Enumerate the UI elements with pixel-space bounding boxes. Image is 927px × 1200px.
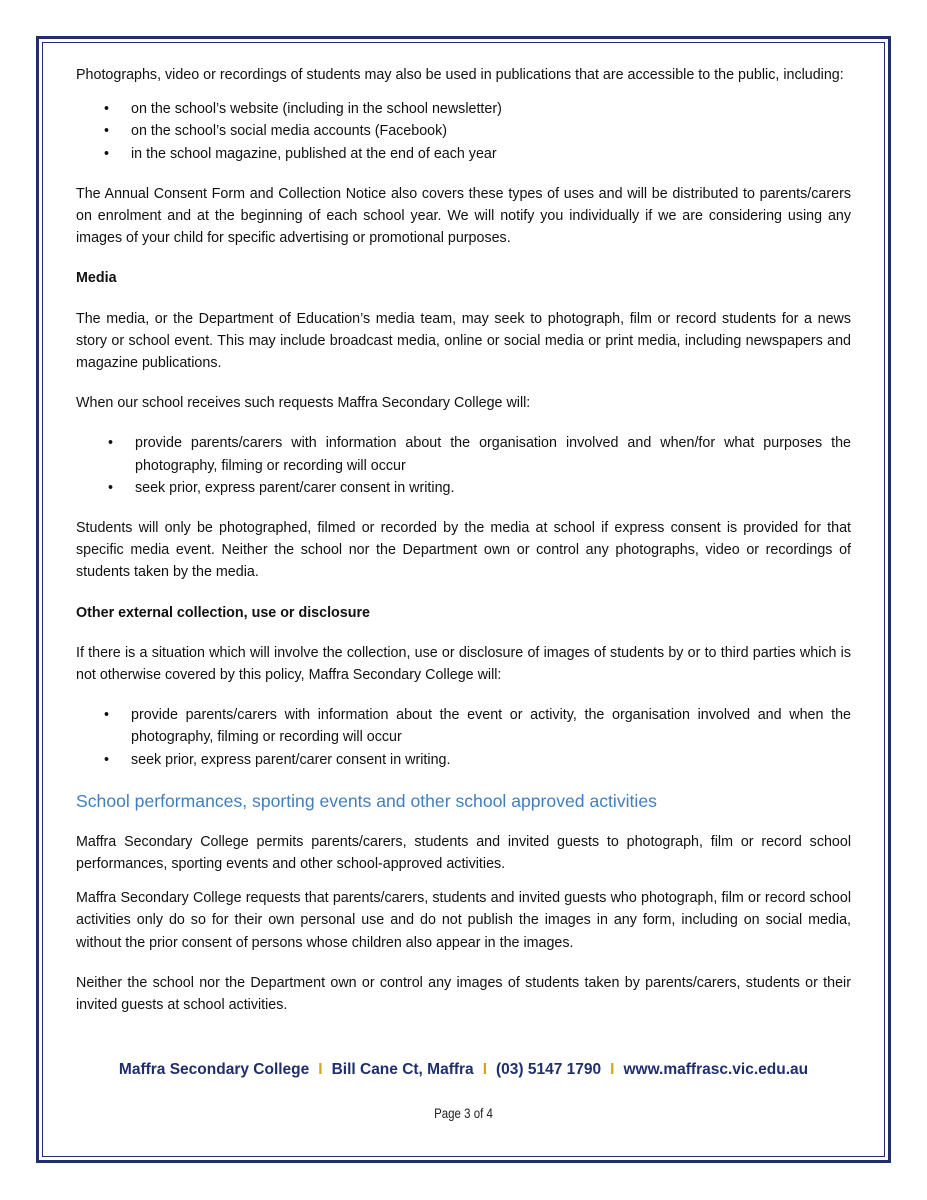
bullet-icon: • (104, 145, 110, 162)
media-consent-paragraph: Students will only be photographed, filmed or recorded by the media at school if express consent is provided for that specific media event. Neither the school nor the Department own or control any photographs, video or recordings of students taken by the media. (76, 520, 851, 581)
footer-contact (0, 1061, 927, 1079)
external-paragraph: If there is a situation which will involve the collection, use or disclosure of images of students by or to third parties which is not otherwise covered by this policy, Maffra Secondary College will: (76, 644, 851, 684)
media-paragraph: The media, or the Department of Education’s media team, may seek to photograph, film or record students for a news story or school event. This may include broadcast media, online or social media or print media, including newspapers and magazine publications. (76, 310, 851, 372)
list-item: • on the school’s website (including in the school newsletter) (76, 98, 851, 120)
footer-separator: I (610, 1061, 615, 1078)
bullet-icon: • (108, 435, 114, 452)
footer-separator: I (482, 1061, 487, 1078)
page-number: Page 3 of 4 (434, 1105, 493, 1121)
media-list (76, 432, 851, 499)
list-item: • seek prior, express parent/carer consent in writing. (76, 477, 851, 499)
list-item: • seek prior, express parent/carer consent in writing. (76, 749, 851, 771)
intro-paragraph: Photographs, video or recordings of students may also be used in publications that are accessible to the public, including: (76, 67, 844, 83)
list-item: • provide parents/carers with information about the organisation involved and when/for what purposes the photography, filming or recording will occur (76, 432, 851, 476)
list-item: • in the school magazine, published at the end of each year (76, 143, 851, 165)
footer-school-name: Maffra Secondary College (118, 1061, 310, 1078)
bullet-icon: • (104, 751, 110, 768)
performances-paragraph-3: Neither the school nor the Department own or control any images of students taken by parents/carers, students or their invited guests at school activities. (76, 974, 851, 1014)
footer-phone: (03) 5147 1790 (496, 1061, 602, 1078)
footer-address: Bill Cane Ct, Maffra (331, 1061, 474, 1078)
footer-website: www.maffrasc.vic.edu.au (623, 1061, 809, 1078)
document-body (76, 64, 851, 1016)
performances-paragraph-2: Maffra Secondary College requests that parents/carers, students and invited guests who photograph, film or record school activities only do so for their own personal use and do not publish the images in any form, including on social media, without the prior consent of persons whose children also appear in the images. (76, 890, 851, 951)
bullet-icon: • (104, 123, 110, 140)
performances-heading: School performances, sporting events and other school approved activities (76, 790, 657, 811)
external-heading: Other external collection, use or disclosure (76, 604, 370, 621)
media-requests-paragraph: When our school receives such requests Maffra Secondary College will: (76, 395, 531, 412)
footer-separator: I (318, 1061, 323, 1078)
list-item: • provide parents/carers with information about the event or activity, the organisation involved and when the photography, filming or recording will occur (76, 704, 851, 748)
performances-paragraph-1: Maffra Secondary College permits parents/carers, students and invited guests to photograph, film or record school performances, sporting events and other school-approved activities. (76, 833, 851, 873)
external-list (76, 704, 851, 771)
bullet-icon: • (104, 101, 110, 118)
media-heading: Media (76, 270, 117, 287)
consent-form-paragraph: The Annual Consent Form and Collection Notice also covers these types of uses and will be distributed to parents/carers on enrolment and at the beginning of each school year. We will notify you individually if we are considering using any images of your child for specific advertising or promotional purposes. (76, 185, 851, 247)
publication-list (76, 98, 851, 165)
list-item: • on the school’s social media accounts (Facebook) (76, 120, 851, 142)
bullet-icon: • (104, 707, 110, 724)
bullet-icon: • (108, 479, 114, 496)
